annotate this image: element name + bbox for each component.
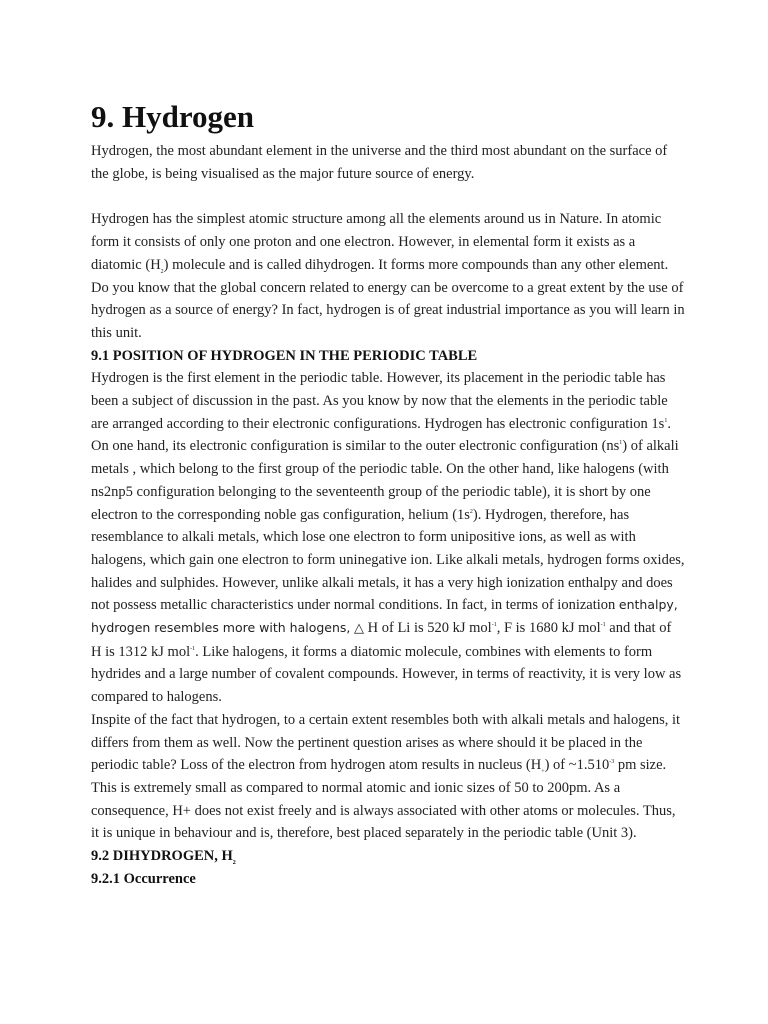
text-run: Hydrogen is the first element in the periodic table. However, its placement in the periodic table has been a subject of discussion in the past. As you know by now that the elements in the periodic table are arranged according to their electronic configurations. Hydrogen has electronic configuration 1s [91, 370, 668, 432]
subscript: + [541, 769, 545, 776]
atomic-structure-paragraph [91, 208, 685, 344]
section-heading-position: 9.1 POSITION OF HYDROGEN IN THE PERIODIC TABLE [91, 347, 478, 364]
text-run: , F is 1680 kJ mol [496, 620, 601, 637]
text-run: 9.2 DIHYDROGEN, H [91, 848, 233, 865]
superscript: 2 [469, 508, 473, 515]
text-run: pm size. This is extremely small as compared to normal atomic and ionic sizes of 50 to 200pm. As a consequence, H+ does not exist freely and is always associated with other atoms or molecules. Thus, it is unique in behaviour and is, therefore, best placed separately in the periodic table (Unit 3). [91, 757, 676, 842]
position-paragraph [91, 367, 685, 709]
text-run: ). Hydrogen, therefore, has resemblance to alkali metals, which lose one electron to form unipositive ions, as well as with halogens, which gain one electron to form uninegative ion. Like alkali metals, hydrogen forms oxides, halides and sulphides. However, unlike alkali metals, it has a very high ionization enthalpy and does not possess metallic characteristics under normal conditions. In fact, in terms of ionization [91, 506, 685, 614]
superscript: -3 [609, 759, 615, 766]
text-run: . Like halogens, it forms a diatomic molecule, combines with elements to form hydrides and a large number of covalent compounds. However, in terms of reactivity, it is very low as compared to halogens. [91, 643, 682, 706]
subscript: 2 [160, 268, 164, 275]
document-page [91, 94, 685, 891]
superscript: 1 [664, 417, 668, 424]
superscript: -1 [491, 622, 497, 629]
text-run: Hydrogen has the simplest atomic structure among all the elements around us in Nature. In atomic form it consists of only one proton and one electron. However, in elemental form it exists as a diatomic (H [91, 211, 662, 273]
superscript: 1 [619, 440, 623, 447]
text-run: and that of H is 1312 kJ mol [91, 620, 672, 660]
text-run: ) of ~1.510 [544, 757, 610, 774]
text-run: ) molecule and is called dihydrogen. It forms more compounds than any other element. Do you know that the global concern related to energy can be overcome to a great extent by the use of hydrogen as a source of energy? In fact, hydrogen is of great industrial importance as you will learn in this unit. [91, 256, 685, 341]
text-run-sans: enthalpy, hydrogen resembles more with halogens, [91, 597, 678, 636]
text-run: Inspite of the fact that hydrogen, to a certain extent resembles both with alkali metals and halogens, it differs from them as well. Now the pertinent question arises as where should it be placed in the periodic table? Loss of the electron from hydrogen atom results in nucleus (H [91, 711, 681, 774]
text-run: ) of alkali metals , which belong to the first group of the periodic table. On the other hand, like halogens (with ns2np5 configuration belonging to the seventeenth group of the periodic table), it is short by one electron to the corresponding noble gas configuration, helium (1s [91, 438, 679, 523]
section-heading-dihydrogen [91, 845, 685, 868]
intro-paragraph: Hydrogen, the most abundant element in the universe and the third most abundant on the surface of the globe, is being visualised as the major future source of energy. [91, 143, 668, 182]
text-run: H of Li is 520 kJ mol [364, 620, 492, 637]
text-run: . On one hand, its electronic configuration is similar to the outer electronic configuration (ns [91, 415, 671, 455]
paragraph-gap [91, 185, 685, 208]
page-title: 9. Hydrogen [91, 99, 255, 134]
subscript: 2 [232, 859, 236, 866]
superscript: -1 [190, 645, 196, 652]
delta-symbol: △ [354, 621, 365, 637]
placement-paragraph [91, 709, 685, 845]
superscript: -1 [600, 622, 606, 629]
section-heading-occurrence: 9.2.1 Occurrence [91, 870, 196, 887]
